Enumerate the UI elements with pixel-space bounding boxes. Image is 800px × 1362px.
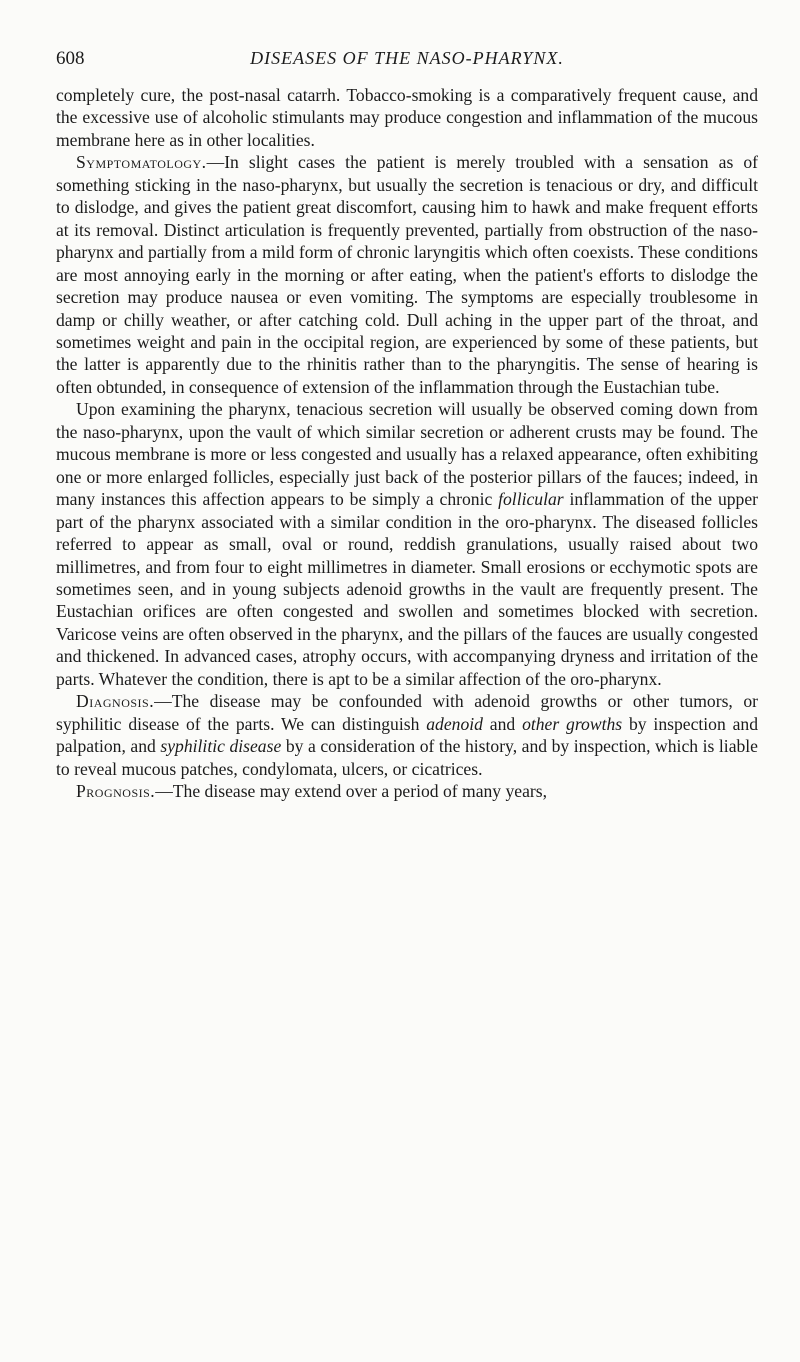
running-title: DISEASES OF THE NASO-PHARYNX. — [250, 48, 564, 68]
text-run: by inspection and palpation, and — [56, 713, 759, 757]
paragraph-prognosis — [56, 780, 758, 802]
italic-term: adenoid — [426, 713, 483, 734]
section-heading-symptomatology: Symptomatology. — [76, 152, 207, 173]
paragraph-1: completely cure, the post-nasal catarrh. Tobacco-smoking is a comparatively frequent cause, and the excessive use of alcoholic stimulants may produce congestion and inflammation of the mucous membrane here as in other localities. — [56, 85, 758, 150]
paragraph-symptomatology — [56, 151, 758, 398]
paragraph-diagnosis — [56, 690, 758, 780]
section-heading-diagnosis: Diagnosis. — [76, 691, 155, 712]
body-text — [56, 84, 758, 803]
text-run: by a consideration of the history, and by inspection, which is liable to reveal mucous patches, condylomata, ulcers, or cicatrices. — [56, 736, 758, 779]
page-header — [56, 44, 758, 74]
italic-term: syphilitic disease — [160, 736, 282, 757]
italic-term: follicular — [498, 489, 564, 510]
text-run: Upon examining the pharynx, tenacious secretion will usually be observed coming down from the naso-pharynx, upon the vault of which similar secretion or adherent crusts may be found. The mucous membrane is more or less congested and usually has a relaxed appearance, often exhibiting one or more enlarged follicles, especially just back of the posterior pillars of the fauces; indeed, in many instances this affection appears to be simply a chronic — [56, 399, 758, 510]
paragraph-examination — [56, 398, 758, 690]
page-number: 608 — [56, 48, 85, 69]
text-run: and — [482, 713, 523, 734]
text-run: inflammation of the upper part of the pharynx associated with a similar condition in the oro-pharynx. The diseased follicles referred to appear as small, oval or round, reddish granulations, usually raised about two millimetres, and from four to eight millimetres in diameter. Small erosions or ecchymotic spots are sometimes seen, and in young subjects adenoid growths in the vault are frequently present. The Eustachian orifices are often congested and swollen and sometimes blocked with secretion. Varicose veins are often observed in the pharynx, and the pillars of the fauces are usually congested and thickened. In advanced cases, atrophy occurs, with accompanying dryness and irritation of the parts. Whatever the condition, there is apt to be a similar affection of the oro-pharynx. — [56, 489, 758, 689]
section-heading-prognosis: Prognosis. — [76, 781, 156, 802]
italic-term: other growths — [522, 713, 623, 734]
paragraph-prognosis-text: —The disease may extend over a period of many years, — [155, 781, 548, 802]
text-run: —The disease may be confounded with adenoid growths or other tumors, or syphilitic disease of the parts. We can distinguish — [56, 691, 758, 734]
paragraph-symptomatology-text: —In slight cases the patient is merely troubled with a sensation as of something sticking in the naso-pharynx, but usually the secretion is tenacious or dry, and difficult to dislodge, and gives the patient great discomfort, causing him to hawk and make frequent efforts at its removal. Distinct articulation is frequently prevented, partially from obstruction of the naso-pharynx and partially from a mild form of chronic laryngitis which often coexists. These conditions are most annoying early in the morning or after eating, when the patient's efforts to dislodge the secretion may produce nausea or even vomiting. The symptoms are especially troublesome in damp or chilly weather, or after catching cold. Dull aching in the upper part of the throat, and sometimes weight and pain in the occipital region, are experienced by some of these patients, but the latter is apparently due to the rhinitis rather than to the pharyngitis. The sense of hearing is often obtunded, in consequence of extension of the inflammation through the Eustachian tube. — [56, 152, 758, 397]
